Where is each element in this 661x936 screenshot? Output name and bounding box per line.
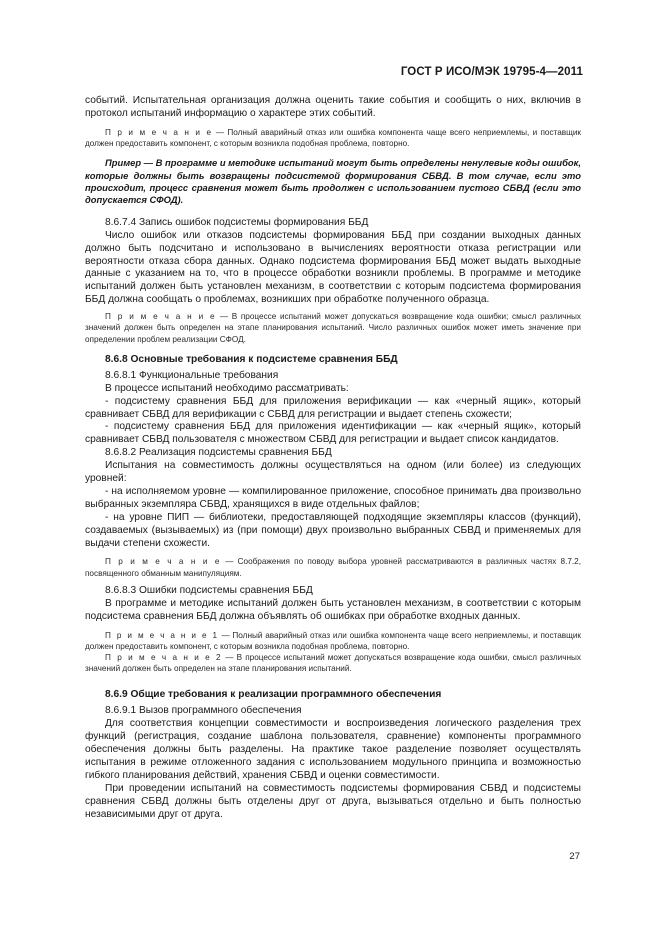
paragraph: Число ошибок или отказов подсистемы формирования ББД при создании выходных данных должно быть подсчитано и использовано в вычислениях вероятности отказа регистрации или вероятности отказа сбора данных. Однако подсистема формирования ББД может выдать выходные данные с указанием на то, что в процессе обработки возникли проблемы. В программе и методике испытаний должен быть установлен механизм, в соответствии с которым подсистема формирования ББД должна сообщать о проблемах, возникших при обработке полученного образца. (85, 229, 581, 306)
paragraph: В процессе испытаний необходимо рассматривать: (105, 382, 349, 394)
note (85, 311, 581, 345)
note-label: П р и м е ч а н и е 2 (105, 653, 223, 663)
section-heading-8-6-7-4: 8.6.7.4 Запись ошибок подсистемы формирования ББД (105, 216, 369, 228)
section-heading-8-6-9-1: 8.6.9.1 Вызов программного обеспечения (105, 705, 302, 717)
section-heading-8-6-8-3: 8.6.8.3 Ошибки подсистемы сравнения ББД (105, 584, 313, 596)
section-heading-8-6-8-1: 8.6.8.1 Функциональные требования (105, 369, 279, 381)
document-header: ГОСТ Р ИСО/МЭК 19795-4—2011 (400, 66, 583, 78)
note (85, 652, 581, 674)
note (85, 127, 581, 149)
paragraph: В программе и методике испытаний должен быть установлен механизм, в соответствии с которым подсистема сравнения ББД должна объявлять об ошибках при обработке входных данных. (85, 597, 581, 622)
example-paragraph: Пример — В программе и методике испытаний могут быть определены ненулевые коды ошибок, которые должны быть возвращены подсистемой формирования СБВД. В том случае, если это происходит, процесс сравнения может быть продолжен с использованием пустого СБВД (если это допускается СФОД). (85, 157, 581, 206)
note-text: — В процессе испытаний может допускаться возвращение кода ошибки; смысл различных значений должен быть определен на этапе планирования испытаний. Число различных ошибок может иметь значение при определении проблем реализации СФОД. (85, 312, 581, 344)
section-heading-8-6-9: 8.6.9 Общие требования к реализации программного обеспечения (105, 689, 442, 701)
list-item: - подсистему сравнения ББД для приложения идентификации — как «черный ящик», который сравнивает СБВД пользователя с множеством СБВД для регистрации и выдает список кандидатов. (85, 421, 581, 446)
paragraph: Испытания на совместимость должны осуществляться на одном (или более) из следующих уровней: (85, 460, 581, 485)
note-label: П р и м е ч а н и е (105, 127, 213, 137)
note-label: П р и м е ч а н и е 1 (105, 630, 219, 640)
note (85, 630, 581, 652)
paragraph: событий. Испытательная организация должна оценить такие события и сообщить о них, включив в протокол испытаний информацию о характере этих событий. (85, 95, 581, 119)
note-text: — Соображения по поводу выбора уровней рассматриваются в различных частях 8.7.2, посвященного обманным манипуляциям. (85, 557, 581, 578)
note (85, 556, 581, 578)
section-heading-8-6-8: 8.6.8 Основные требования к подсистеме сравнения ББД (105, 353, 398, 365)
note-text: — Полный аварийный отказ или ошибка компонента чаще всего неприемлемы, и поставщик должен предоставить компонент, с которым возникла подобная проблема, повторно. (85, 630, 581, 651)
note-text: — В процессе испытаний может допускаться возвращение кода ошибки, смысл различных значений должен быть определен на этапе планирования испытаний. (85, 653, 581, 674)
list-item: - на исполняемом уровне — компилированное приложение, способное принимать два произвольно выбранных экземпляра СБВД, хранящихся в виде отдельных файлов; (85, 485, 581, 510)
section-heading-8-6-8-2: 8.6.8.2 Реализация подсистемы сравнения ББД (105, 447, 332, 459)
note-label: П р и м е ч а н и е (105, 312, 217, 322)
list-item: - подсистему сравнения ББД для приложения верификации — как «черный ящик», который сравнивает СБВД для верификации с СБВД для регистрации и выдает степень схожести; (85, 395, 581, 420)
paragraph: Для соответствия концепции совместимости и воспроизведения логического разделения трех функций (регистрация, создание шаблона пользователя, сравнение) компоненты программного обеспечения должны быть разделены. На практике такое разделение позволяет осуществлять испытания в режиме отложенного задания с использованием модульного принципа и возможностью гибкого планирования действий, хранения СБВД и оценки совместимости. (85, 718, 581, 781)
paragraph: При проведении испытаний на совместимость подсистемы формирования СБВД и подсистемы сравнения СБВД должны быть отделены друг от друга, вызываться отдельно и быть полностью независимыми друг от друга. (85, 782, 581, 820)
note-text: — Полный аварийный отказ или ошибка компонента чаще всего неприемлемы, и поставщик должен предоставить компонент, с которым возникла подобная проблема, повторно. (85, 127, 581, 149)
page-body (85, 95, 581, 822)
list-item: - на уровне ПИП — библиотеки, предоставляющей подходящие экземпляры классов (функций), создаваемых (вызываемых) из (при помощи) двух произвольно выбранных СБВД и применяемых для выдачи степени схожести. (85, 511, 581, 549)
page-number: 27 (569, 851, 580, 862)
note-label: П р и м е ч а н и е (105, 557, 221, 567)
